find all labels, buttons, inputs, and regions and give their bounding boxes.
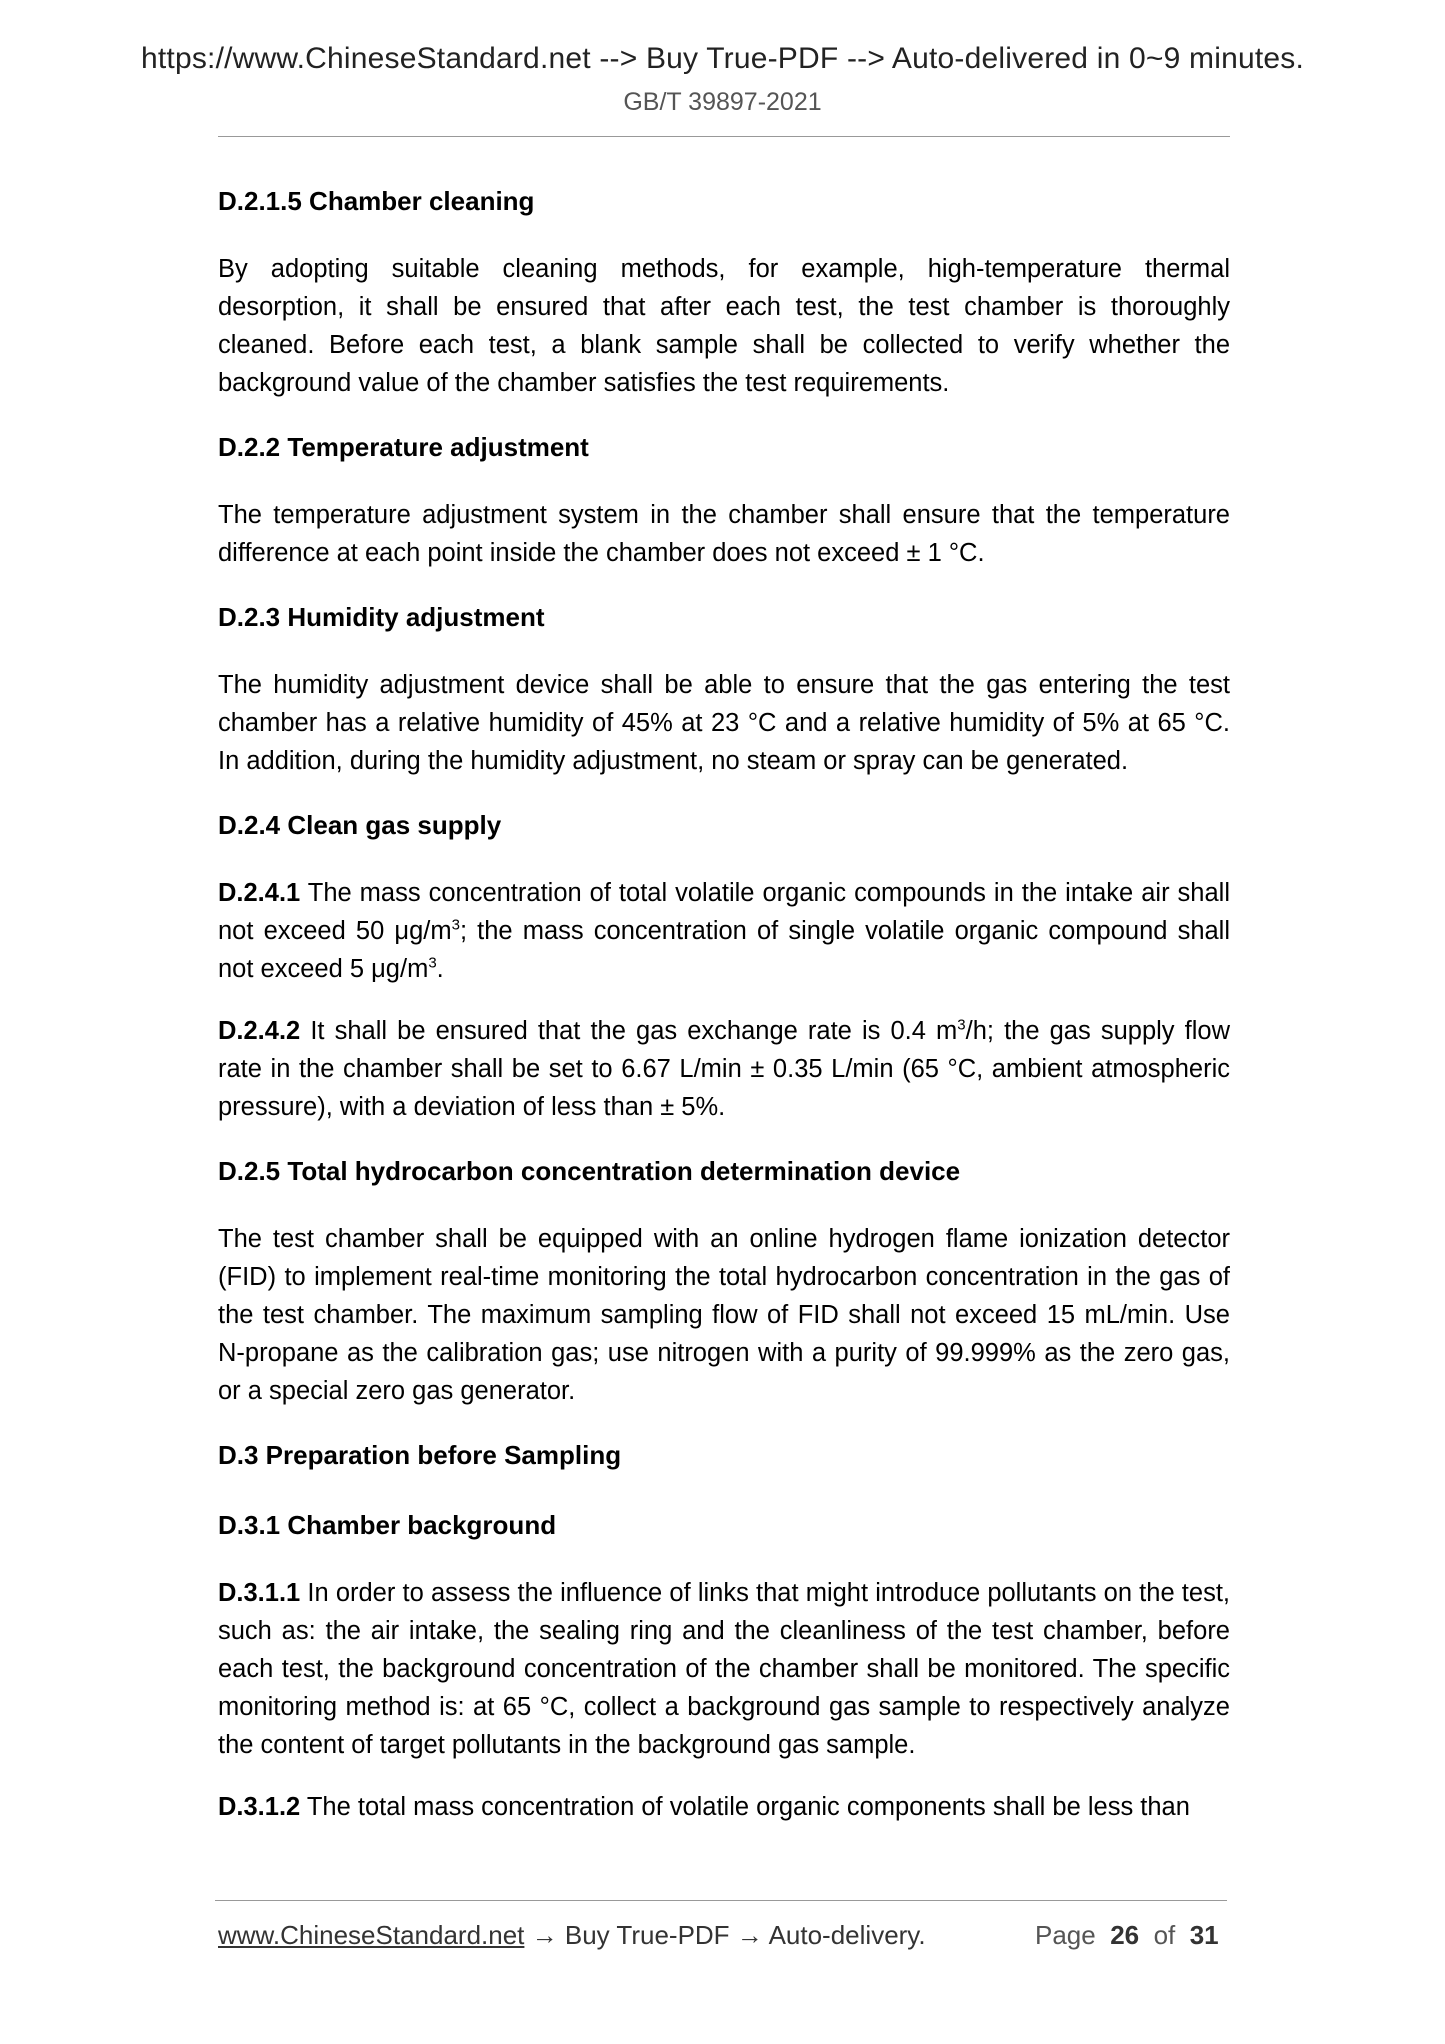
clause-text: ; the mass concentration of single volatile organic compound shall not exceed 5 μg/m bbox=[218, 917, 1231, 983]
paragraph-d241 bbox=[218, 874, 1230, 988]
clause-text: . bbox=[436, 955, 444, 983]
page-content bbox=[218, 180, 1230, 1850]
paragraph-d23: The humidity adjustment device shall be able to ensure that the gas entering the test chamber has a relative humidity of 45% at 23 °C and a relative humidity of 5% at 65 °C. In addition, during the humidity adjustment, no steam or spray can be generated. bbox=[218, 671, 1230, 775]
heading-d22: D.2.2 Temperature adjustment bbox=[218, 432, 589, 462]
clause-number: D.2.4.2 bbox=[218, 1017, 301, 1045]
page-word: Page bbox=[1035, 1920, 1096, 1950]
superscript: 3 bbox=[428, 954, 437, 972]
superscript: 3 bbox=[957, 1016, 966, 1034]
page-counter bbox=[1035, 1920, 1219, 1951]
heading-d3: D.3 Preparation before Sampling bbox=[218, 1440, 622, 1470]
clause-text: In order to assess the influence of links that might introduce pollutants on the test, such as: the air intake, the sealing ring and the cleanliness of the test chamber, before each test, the background concentration of the chamber shall be monitored. The specific monitoring method is: at 65 °C, collect a background gas sample to respectively analyze the content of target pollutants in the background gas sample. bbox=[218, 1579, 1230, 1759]
footer-site-link[interactable]: www.ChineseStandard.net bbox=[218, 1920, 525, 1950]
heading-d25: D.2.5 Total hydrocarbon concentration determination device bbox=[218, 1156, 961, 1186]
clause-text: The total mass concentration of volatile organic components shall be less than bbox=[300, 1793, 1190, 1821]
footer-divider bbox=[215, 1900, 1227, 1901]
standard-code: GB/T 39897-2021 bbox=[623, 88, 822, 116]
heading-d215: D.2.1.5 Chamber cleaning bbox=[218, 186, 535, 216]
clause-number: D.3.1.2 bbox=[218, 1793, 301, 1821]
clause-number: D.3.1.1 bbox=[218, 1579, 301, 1607]
clause-text: The mass concentration of total volatile organic compounds in the intake air shall not exceed 50 μg/m bbox=[218, 879, 1230, 945]
header-divider bbox=[218, 136, 1230, 137]
paragraph-d311 bbox=[218, 1574, 1230, 1764]
superscript: 3 bbox=[451, 916, 460, 934]
clause-text: /h; the gas supply flow rate in the chamber shall be set to 6.67 L/min ± 0.35 L/min (65 °C, ambient atmospheric pressure), with a deviation of less than ± 5%. bbox=[218, 1017, 1230, 1121]
heading-d31: D.3.1 Chamber background bbox=[218, 1510, 557, 1540]
paragraph-d215: By adopting suitable cleaning methods, for example, high-temperature thermal desorption, it shall be ensured that after each test, the test chamber is thoroughly cleaned. Before each test, a blank sample shall be collected to verify whether the background value of the chamber satisfies the test requirements. bbox=[218, 255, 1230, 397]
clause-number: D.2.4.1 bbox=[218, 879, 301, 907]
paragraph-d242 bbox=[218, 1012, 1230, 1126]
header-url-banner: https://www.ChineseStandard.net --> Buy True-PDF --> Auto-delivered in 0~9 minutes. bbox=[141, 42, 1304, 75]
footer-left bbox=[218, 1920, 926, 1951]
paragraph-d312 bbox=[218, 1788, 1230, 1826]
paragraph-d22: The temperature adjustment system in the chamber shall ensure that the temperature difference at each point inside the chamber does not exceed ± 1 °C. bbox=[218, 501, 1230, 567]
heading-d24: D.2.4 Clean gas supply bbox=[218, 810, 502, 840]
footer-tagline: → Buy True-PDF → Auto-delivery. bbox=[524, 1920, 926, 1950]
clause-text: It shall be ensured that the gas exchange rate is 0.4 m bbox=[300, 1017, 958, 1045]
heading-d23: D.2.3 Humidity adjustment bbox=[218, 602, 545, 632]
page-number: 26 bbox=[1110, 1920, 1140, 1950]
of-word: of bbox=[1153, 1920, 1176, 1950]
paragraph-d25: The test chamber shall be equipped with an online hydrogen flame ionization detector (FID) to implement real-time monitoring the total hydrocarbon concentration in the gas of the test chamber. The maximum sampling flow of FID shall not exceed 15 mL/min. Use N-propane as the calibration gas; use nitrogen with a purity of 99.999% as the zero gas, or a special zero gas generator. bbox=[218, 1225, 1230, 1405]
page-total: 31 bbox=[1189, 1920, 1219, 1950]
